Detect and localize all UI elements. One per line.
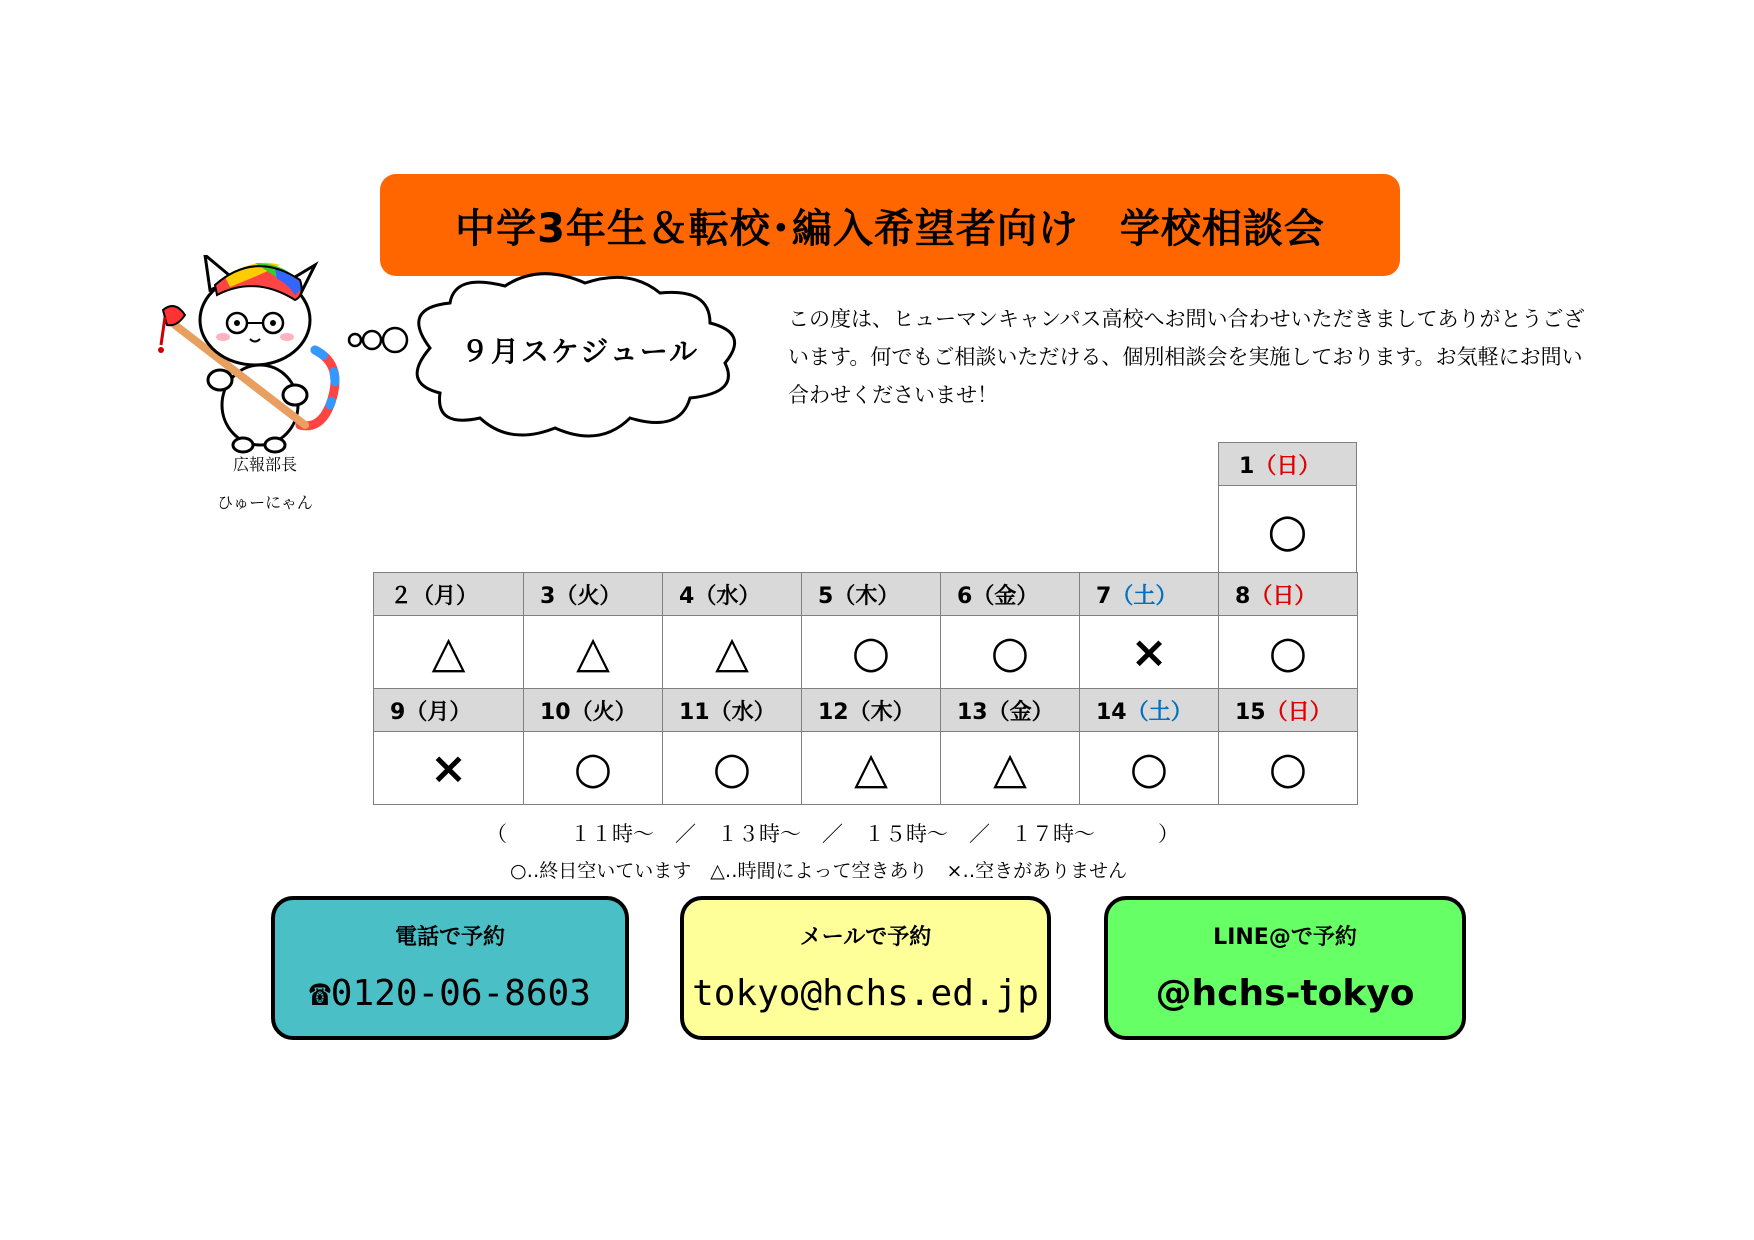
availability-mark: ○	[941, 616, 1080, 689]
weekday: （月）	[412, 583, 479, 609]
weekday: （木）	[833, 583, 900, 609]
intro-text: この度は、ヒューマンキャンパス高校へお問い合わせいただきましてありがとうございます。何でもご相談いただける、個別相談会を実施しております。お気軽にお問い合わせくださいませ！	[788, 307, 1585, 407]
availability-mark: ○	[1219, 616, 1358, 689]
availability-mark: ○	[1080, 732, 1219, 805]
line-reservation-box[interactable]	[1104, 896, 1466, 1040]
weekday: （金）	[987, 699, 1054, 725]
day-number: 14	[1096, 699, 1127, 725]
day-number: 7	[1096, 583, 1112, 609]
day-number: 4	[679, 583, 695, 609]
day-number: 12	[818, 699, 849, 725]
day-number: 8	[1235, 583, 1251, 609]
day-header-1: 1（日）	[1219, 443, 1357, 486]
availability-mark: △	[941, 732, 1080, 805]
day-number: 9	[390, 699, 406, 725]
day-header	[374, 573, 524, 616]
phone-number[interactable]: ☎0120-06-8603	[309, 973, 591, 1014]
day-mark-1: ○	[1219, 486, 1357, 575]
day-number: 10	[540, 699, 571, 725]
day-header	[663, 689, 802, 732]
availability-mark: ×	[1080, 616, 1219, 689]
day-header	[941, 573, 1080, 616]
availability-mark: ○	[802, 616, 941, 689]
weekday: （火）	[570, 699, 637, 725]
phone-reservation-box[interactable]	[271, 896, 629, 1040]
day-number: ２	[390, 583, 413, 609]
weekday: （火）	[555, 583, 622, 609]
calendar-table	[373, 572, 1358, 805]
mascot-cat-icon	[155, 255, 355, 455]
time-slots: （ １１時～ ／ １３時～ ／ １５時～ ／ １７時～ ）	[486, 822, 1179, 846]
availability-mark: △	[663, 616, 802, 689]
weekday: （水）	[709, 699, 776, 725]
day-header	[524, 573, 663, 616]
availability-mark: ×	[374, 732, 524, 805]
day-number: 6	[957, 583, 973, 609]
day-header	[1219, 573, 1358, 616]
weekday: （日）	[1265, 699, 1332, 725]
day-header	[1080, 689, 1219, 732]
weekday: （月）	[405, 699, 472, 725]
day-number: 3	[540, 583, 556, 609]
day-number: 5	[818, 583, 834, 609]
calendar-first-day	[1218, 442, 1357, 575]
day-number: 15	[1235, 699, 1266, 725]
line-label: LINE@で予約	[1213, 925, 1357, 950]
availability-mark: △	[524, 616, 663, 689]
weekday: （土）	[1111, 583, 1178, 609]
weekday: （木）	[848, 699, 915, 725]
weekday: （水）	[694, 583, 761, 609]
day-header	[524, 689, 663, 732]
day-number: 11	[679, 699, 710, 725]
weekday: （日）	[1250, 583, 1317, 609]
mascot-name: ひゅーにゃん	[217, 493, 313, 512]
day-header	[802, 573, 941, 616]
title-banner	[380, 174, 1400, 276]
availability-mark: △	[374, 616, 524, 689]
mail-address[interactable]: tokyo@hchs.ed.jp	[692, 973, 1039, 1014]
mascot-role: 広報部長	[232, 455, 297, 474]
thought-bubble-text: ９月スケジュール	[460, 335, 700, 368]
availability-mark: ○	[524, 732, 663, 805]
mail-label: メールで予約	[799, 925, 932, 950]
day-header	[1080, 573, 1219, 616]
legend: ○‥終日空いています △‥時間によって空きあり ×‥空きがありません	[510, 860, 1128, 882]
day-header	[1219, 689, 1358, 732]
day-header	[941, 689, 1080, 732]
page-title: 中学3年生＆転校･編入希望者向け 学校相談会	[455, 205, 1325, 252]
availability-mark: ○	[663, 732, 802, 805]
telephone-icon: ☎	[309, 973, 331, 1014]
weekday: （土）	[1126, 699, 1193, 725]
day-header	[663, 573, 802, 616]
availability-mark: ○	[1219, 732, 1358, 805]
weekday: （金）	[972, 583, 1039, 609]
phone-label: 電話で予約	[394, 925, 505, 950]
day-header	[374, 689, 524, 732]
mail-reservation-box[interactable]	[680, 896, 1051, 1040]
day-number: 13	[957, 699, 988, 725]
availability-mark: △	[802, 732, 941, 805]
day-header	[802, 689, 941, 732]
line-id[interactable]: @hchs-tokyo	[1155, 973, 1415, 1014]
